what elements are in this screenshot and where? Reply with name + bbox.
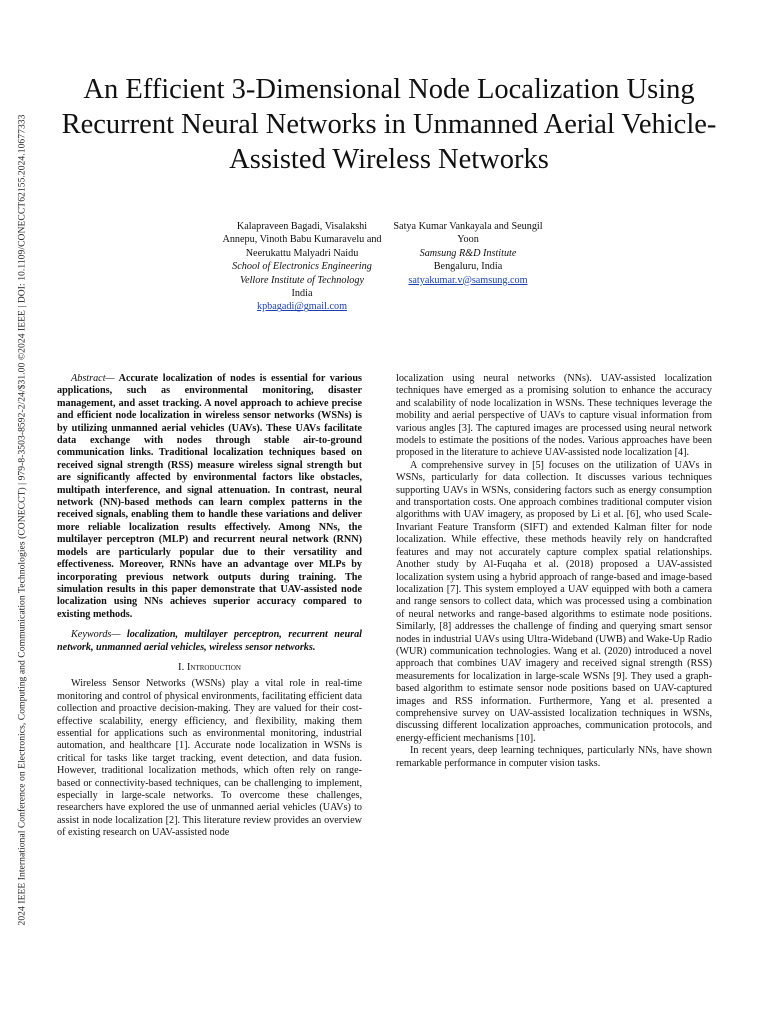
author-names: Kalapraveen Bagadi, Visalakshi Annepu, Vinoth Babu Kumaravelu and Neerukattu Malyadri Naidu	[222, 221, 382, 259]
keywords	[57, 629, 362, 654]
abstract	[57, 373, 362, 621]
keywords-text: localization, multilayer perceptron, recurrent neural network, unmanned aerial vehicles, wireless sensor networks.	[57, 629, 363, 653]
intro-paragraph-1-continued: localization using neural networks (NNs). UAV-assisted localization techniques have emerged as a promising solution to enhance the accuracy and scalability of node localization in WSNs. These techniques leverage the mobility and aerial perspective of UAVs to capture visual information from various angles [3]. The captured images are processed using neural network models to estimate the positions of the nodes. Various approaches have been proposed in the literature to achieve UAV-assisted node localization [4].	[396, 373, 712, 459]
doi-sidebar	[0, 0, 44, 1024]
keywords-label: Keywords—	[71, 629, 121, 641]
section-heading-introduction: I. Introduction	[178, 661, 241, 673]
abstract-text: Accurate localization of nodes is essential for various applications, such as environmental monitoring, disaster management, and asset tracking. A novel approach to achieve precise and efficient node localization in wireless sensor networks (WSNs) is by utilizing unmanned aerial vehicles (UAVs). These UAVs facilitate data exchange with nodes through stable air-to-ground communication links. Traditional localization techniques based on received signal strength (RSS) measure wireless signal strength but are significantly affected by environmental factors like obstacles, multipath interference, and signal attenuation. In contrast, neural network (NN)-based methods can learn complex patterns in the received signals, enabling them to handle these variations and deliver more reliable localization results effectively. Among NNs, the multilayer perceptron (MLP) and recurrent neural network (RNN) models are particularly popular due to their versatility and effectiveness. Moreover, RNNs have an advantage over MLPs by incorporating previous network outputs during training. The simulation results in this paper demonstrate that UAV-assisted node localization using NNs achieves superior accuracy compared to existing methods.	[57, 373, 362, 620]
author-institution: Samsung R&D Institute	[419, 247, 517, 259]
author-email-link[interactable]: kpbagadi@gmail.com	[256, 301, 347, 313]
author-institution: Vellore Institute of Technology	[239, 274, 365, 286]
doi-sidebar-text: 2024 IEEE International Conference on Electronics, Computing and Communication Technologies (CONECCT) | 979-8-3503-8592-2/24/$31.00 ©2024 IEEE | DOI: 10.1109/CONECCT62155.2024.10677333	[16, 114, 28, 926]
author-group-1	[222, 220, 382, 314]
author-names: Satya Kumar Vankayala and Seungil Yoon	[393, 221, 543, 246]
paper-title: An Efficient 3-Dimensional Node Localization Using Recurrent Neural Networks in Unmanned Aerial Vehicle-Assisted Wireless Networks	[61, 74, 717, 175]
intro-paragraph-2: A comprehensive survey in [5] focuses on the utilization of UAVs in WSNs, particularly for data collection. It discusses various techniques supporting UAVs in WSNs, considering factors such as energy consumption and transportation costs. One approach combines traditional computer vision algorithms with UAV imagery, as proposed by Li et al. [6], who used Scale-Invariant Feature Transform (SIFT) and extended Kalman filter for node localization. While effective, these methods heavily rely on handcrafted features and may not accurately capture complex spatial relationships. Another study by Al-Fuqaha et al. (2018) proposed a UAV-assisted localization system using a hybrid approach of range-based and image-based localization [7]. This system employed a UAV equipped with both a camera and range sensors to collect data, which was processed using a combination of neural networks and range-based algorithms to estimate node positions. Similarly, [8] addresses the challenge of finding and querying smart sensor nodes in industrial UAVs using Ultra-Wideband (UWB) and Wake-Up Radio (WUR) communication technologies. Wang et al. (2020) introduced a novel approach that combines UAV imagery and received signal strength (RSS) measurements for localization in large-scale WSNs [9]. They used a graph-based algorithm to estimate sensor node positions based on UAV-captured images and RSS information. Furthermore, Yang et al. presented a comprehensive survey on UAV-assisted localization techniques in WSNs, discussing different localization approaches, communication protocols, and energy-efficient mechanisms [10].	[396, 459, 712, 744]
left-column	[57, 373, 362, 840]
author-location: Bengaluru, India	[433, 261, 503, 273]
author-department: School of Electronics Engineering	[232, 261, 372, 273]
author-group-2	[388, 220, 548, 287]
intro-paragraph-3: In recent years, deep learning techniques, particularly NNs, have shown remarkable performance in computer vision tasks.	[396, 745, 712, 769]
intro-paragraph-1: Wireless Sensor Networks (WSNs) play a vital role in real-time monitoring and control of physical environments, facilitating efficient data collection and proactive decision-making. They are valued for their cost-effective scalability, energy efficiency, and flexibility, making them essential for applications such as environmental monitoring, industrial automation, and healthcare [1]. Accurate node localization in WSNs is critical for tasks like target tracking, event detection, and data fusion. However, traditional localization methods, which often rely on range-based or connectivity-based techniques, can be challenging to implement, especially in large-scale networks. To overcome these challenges, researchers have explored the use of unmanned aerial vehicles (UAVs) to assist in node localization [2]. This literature review provides an overview of existing research on UAV-assisted node	[57, 678, 362, 839]
right-column	[396, 373, 712, 770]
author-email-link[interactable]: satyakumar.v@samsung.com	[408, 274, 528, 286]
abstract-label: Abstract—	[71, 373, 115, 384]
author-location: India	[291, 288, 313, 300]
